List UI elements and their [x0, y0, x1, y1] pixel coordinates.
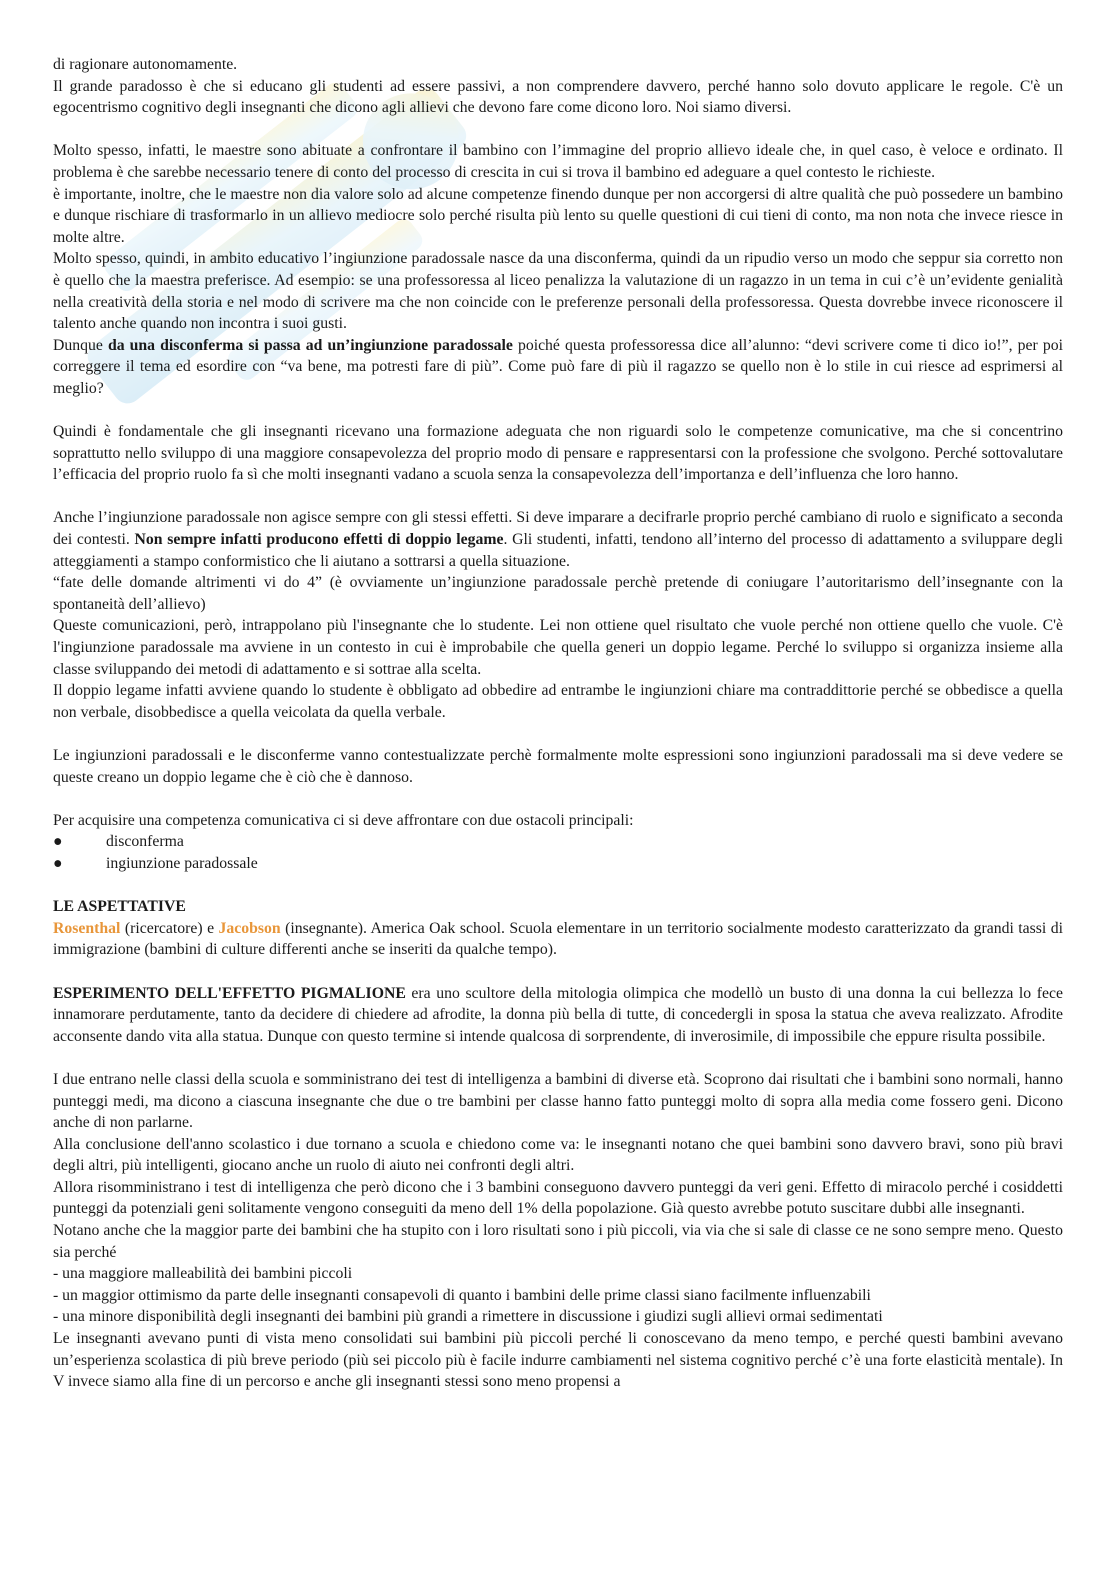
- bold-phrase: Non sempre infatti producono effetti di doppio legame: [134, 531, 504, 549]
- paragraph: Molto spesso, quindi, in ambito educativo l’ingiunzione paradossale nasce da una disconferma, quindi da un ripudio verso un modo che seppur sia corretto non è quello che la maestra preferisce. Ad esempio: se una professoressa al liceo penalizza la valutazione di un ragazzo in un tema in cui c’è un’evidente genialità nella creatività della storia e nel modo di scrivere ma che non coincide con le preferenze personali della professoressa. Questa dovrebbe invece riconoscere il talento anche quando non incontra i suoi gusti.: [53, 250, 1063, 333]
- section-heading: ESPERIMENTO DELL'EFFETTO PIGMALIONE: [53, 984, 406, 1002]
- paragraph: Allora risomministrano i test di intelligenza che però dicono che i 3 bambini conseguono davvero punteggi da veri geni. Effetto di miracolo perché i cosiddetti punteggi da potenziali geni solitamente vengono conseguiti da meno dell 1% della popolazione. Già questo avrebbe potuto suscitare dubbi alle insegnanti.: [53, 1178, 1063, 1218]
- paragraph: di ragionare autonomamente.: [53, 56, 238, 73]
- paragraph: è importante, inoltre, che le maestre non dia valore solo ad alcune competenze finendo dunque per non accorgersi di altre qualità che può possedere un bambino e dunque rischiare di trasformarlo in un allievo mediocre solo perché risulta più lento su quelle questioni di cui tieni di conto, ma non nota che invece riesce in molte altre.: [53, 185, 1063, 246]
- paragraph: Le insegnanti avevano punti di vista meno consolidati sui bambini più piccoli perché li conoscevano da meno tempo, e perché questi bambini avevano un’esperienza scolastica di più breve periodo (più sei piccolo più è facile indurre cambiamenti nel sistema cognitivo perché c’è una forte elasticità mentale). In V invece siamo alla fine di un percorso e anche gli insegnanti stessi sono meno propensi a: [53, 1330, 1063, 1391]
- paragraph: Il grande paradosso è che si educano gli studenti ad essere passivi, a non comprendere davvero, perché hanno solo dovuto applicare le regole. C'è un egocentrismo cognitivo degli insegnanti che dicono agli allievi che devono fare come dicono loro. Noi siamo diversi.: [53, 77, 1063, 117]
- section-heading: LE ASPETTATIVE: [53, 898, 186, 916]
- paragraph: ESPERIMENTO DELL'EFFETTO PIGMALIONE era uno scultore della mitologia olimpica che modellò un busto di una donna la cui bellezza lo fece innamorare perdutamente, tanto da decidere di chiedere ad afrodite, la donna più bella di tutte, di concedergli in sposa la statua che aveva realizzato. Afrodite acconsente dando vita alla statua. Dunque con questo termine si intende qualcosa di sorprendente, di inverosimile, di impossibile che eppure risulta possibile.: [53, 984, 1063, 1045]
- list-item: ● disconferma: [53, 831, 1063, 853]
- dash-list: [53, 1263, 1063, 1328]
- list-item: - un maggior ottimismo da parte delle insegnanti consapevoli di quanto i bambini delle prime classi siano facilmente influenzabili: [53, 1286, 871, 1304]
- paragraph: Per acquisire una competenza comunicativa ci si deve affrontare con due ostacoli principali:: [53, 811, 634, 829]
- paragraph: Quindi è fondamentale che gli insegnanti ricevano una formazione adeguata che non riguardi solo le competenze comunicative, ma che si concentrino soprattutto nello sviluppo di una maggiore consapevolezza del proprio modo di pensare e rappresentarsi con la professione che svolgono. Perché sottovalutare l’efficacia del proprio ruolo fa sì che molti insegnanti vadano a scuola senza la consapevolezza dell’importanza e dell’influenza che loro hanno.: [53, 423, 1063, 484]
- author-name: Rosenthal: [53, 919, 121, 937]
- bullet-icon: ●: [53, 854, 63, 872]
- bold-phrase: da una disconferma si passa ad un’ingiunzione paradossale: [107, 336, 513, 354]
- paragraph: Anche l’ingiunzione paradossale non agisce sempre con gli stessi effetti. Si deve imparare a decifrarle proprio perché cambiano di ruolo e significato a seconda dei contesti. Non sempre infatti producono effetti di doppio legame. Gli studenti, infatti, tendono all’interno del processo di adattamento a sviluppare degli atteggiamenti a stampo conformistico che li aiutano a sottrarsi a quella situazione.: [53, 509, 1063, 570]
- author-name: Jacobson: [218, 919, 281, 937]
- paragraph: Rosenthal (ricercatore) e Jacobson (insegnante). America Oak school. Scuola elementare in un territorio socialmente modesto caratterizzato da grandi tassi di immigrazione (bambini di culture differenti anche se inseriti da qualche tempo).: [53, 919, 1063, 959]
- paragraph: Molto spesso, infatti, le maestre sono abituate a confrontare il bambino con l’immagine del proprio allievo ideale che, in quel caso, è veloce e ordinato. Il problema è che sarebbe necessario tenere di conto del processo di crescita in cui si trova il bambino ed adeguare a quel contesto le richieste.: [53, 142, 1063, 181]
- paragraph: Queste comunicazioni, però, intrappolano più l'insegnante che lo studente. Lei non ottiene quel risultato che vuole perché non ottiene quello che vuole. C'è l'ingiunzione paradossale ma avviene in un contesto in cui è improbabile che quella generi un doppio legame. Perché lo sviluppo si organizza insieme alla classe sviluppando dei metodi di adattamento e si sottrae alla scelta.: [53, 617, 1063, 678]
- paragraph: Notano anche che la maggior parte dei bambini che ha stupito con i loro risultati sono i più piccoli, via via che si sale di classe ce ne sono sempre meno. Questo sia perché: [53, 1222, 1063, 1261]
- paragraph: Alla conclusione dell'anno scolastico i due tornano a scuola e chiedono come va: le insegnanti notano che quei bambini sono davvero bravi, sono più bravi degli altri, più intelligenti, giocano anche un ruolo di aiuto nei confronti degli altri.: [53, 1135, 1063, 1175]
- paragraph: Le ingiunzioni paradossali e le disconferme vanno contestualizzate perchè formalmente molte espressioni sono ingiunzioni paradossali ma si deve vedere se queste creano un doppio legame che è ciò che è dannoso.: [53, 747, 1063, 786]
- paragraph: “fate delle domande altrimenti vi do 4” (è ovviamente un’ingiunzione paradossale perchè pretende di coniugare l’autoritarismo dell’insegnante con la spontaneità dell’allievo): [53, 574, 1063, 613]
- list-item: - una maggiore malleabilità dei bambini piccoli: [53, 1265, 353, 1283]
- bullet-list: [53, 831, 1063, 874]
- list-item: ● ingiunzione paradossale: [53, 853, 1063, 875]
- bullet-icon: ●: [53, 833, 63, 851]
- document-page: [53, 54, 1063, 1393]
- paragraph: I due entrano nelle classi della scuola e somministrano dei test di intelligenza a bambini di diverse età. Scoprono dai risultati che i bambini sono normali, hanno punteggi medi, ma dicono a ciascuna insegnante che due o tre bambini per classe hanno fatto punteggi molto di sopra alla media come fossero geni. Dicono anche di non parlarne.: [53, 1070, 1063, 1132]
- paragraph: Dunque da una disconferma si passa ad un’ingiunzione paradossale poiché questa professoressa dice all’alunno: “devi scrivere come ti dico io!”, per poi correggere il tema ed esordire con “va bene, ma potresti fare di più”. Come può fare di più il ragazzo se quello non è lo stile in cui riesce ad esprimersi al meglio?: [53, 336, 1063, 397]
- paragraph: Il doppio legame infatti avviene quando lo studente è obbligato ad obbedire ad entrambe le ingiunzioni chiare ma contraddittorie perché se obbedisce a quella non verbale, disobbedisce a quella veicolata da quella verbale.: [53, 682, 1063, 721]
- list-item: - una minore disponibilità degli insegnanti dei bambini più grandi a rimettere in discussione i giudizi sugli allievi ormai sedimentati: [53, 1308, 883, 1326]
